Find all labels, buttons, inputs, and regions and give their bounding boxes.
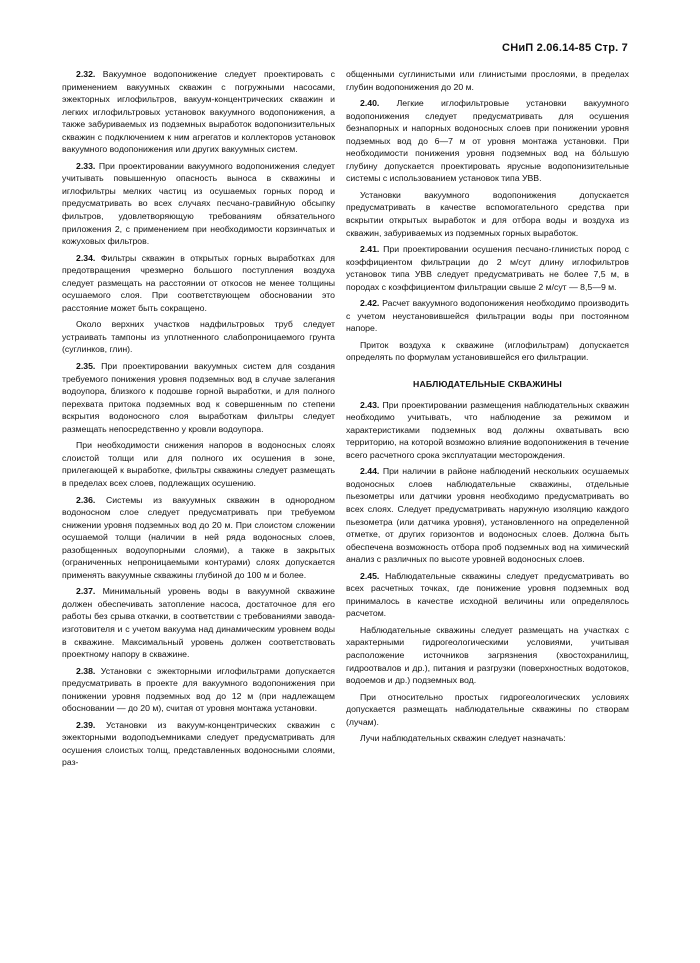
paragraph	[346, 297, 629, 335]
paragraph	[62, 160, 335, 248]
paragraph-text: Лучи наблюдательных скважин следует назначать:	[360, 733, 566, 744]
paragraph-text: Наблюдательные скважины следует размещать на участках с характерными гидрогеологическими условиями, учитывая расположение источников загрязнения (хвостохранилищ, гидроотвалов и др.), питания и разгрузки (поверхностных водотоков, водоемов и др.) подземных вод.	[346, 624, 629, 686]
paragraph	[346, 465, 629, 565]
paragraph-text: Минимальный уровень воды в вакуумной скважине должен обеспечивать затопление насоса, достаточное для его работы без срыва откачки, в соответствии с требованиями завода-изготовителя и с учетом вакуума над динамическим уровнем воды в скважине. Максимальный уровень должен соответствовать проектному напору в скважине.	[62, 586, 335, 660]
paragraph	[346, 624, 629, 687]
paragraph-text: При относительно простых гидрогеологических условиях допускается размещать наблюдательные скважины по створам (лучам).	[346, 691, 629, 727]
paragraph	[346, 399, 629, 462]
paragraph-text: При проектировании размещения наблюдательных скважин необходимо учитывать, что наблюдение за режимом и характеристиками подземных вод должны охватывать всю территорию, на которой возможно влияние водопонижения в течение всего расчетного срока эксплуатации месторождения.	[346, 399, 630, 460]
section-title: НАБЛЮДАТЕЛЬНЫЕ СКВАЖИНЫ	[412, 379, 563, 390]
paragraph	[62, 719, 335, 769]
paragraph-text: При проектировании осушения песчано-глинистых пород с коэффициентом фильтрации до 2 м/сут длину иглофильтров установок типа УВВ следует предусматривать не более 7,5 м, в породах с коэффициентом фильтрации свыше 2 м/сут — 8,5—9 м.	[346, 244, 629, 292]
paragraph-text: Вакуумное водопонижение следует проектировать с применением вакуумных скважин с погружными насосами, эжекторных иглофильтров, вакуум-концентрических скважин и легких иглофильтровых установок вакуумного водопонижения, а также забуриваемых из подземных выработок водопонизительных скважин с подключением к ним агрегатов и коллекторов установок вакуумного водопонижения или других вакуумных систем.	[62, 69, 335, 155]
paragraph-text: Легкие иглофильтровые установки вакуумного водопонижения следует предусматривать для осушения безнапорных и напорных водоносных слоев при понижении уровня подземных вод до 6—7 м от уровня монтажа установки. При необходимости понижения уровня подземных вод на бо́льшую глубину допускается проектировать ярусные водопонизительные системы с использованием установок типа УВВ.	[346, 98, 629, 184]
paragraph-text: Установки из вакуум-концентрических скважин с эжекторными водоподъемниками следует предусматривать для осушения слоистых толщ, представленных водоносными слоями, раз-	[62, 719, 335, 768]
paragraph	[346, 339, 629, 364]
paragraph	[62, 665, 335, 715]
paragraph-number: 2.42.	[360, 298, 380, 309]
paragraph-text: При проектировании вакуумных систем для создания требуемого понижения уровня подземных вод в случае залегания водоупора, близкого к подошве горной выработки, и для полного перехвата притока подземных вод к совершенным по степени вскрытия водоносного слоя выработкам фильтры следует размещать непосредственно у кровли водоупора.	[62, 361, 335, 434]
paragraph-text: Фильтры скважин в открытых горных выработках для предотвращения чрезмерно большого поступления воздуха следует размещать на расстоянии от откосов не менее толщины осушаемого слоя. При соответствующем обосновании это расстояние может быть сокращено.	[62, 252, 335, 313]
paragraph-text: Наблюдательные скважины следует предусматривать во всех расчетных точках, где понижение уровня подземных вод принималось в качестве исходной величины или определялось расчетом.	[346, 570, 629, 619]
paragraph-text: Установки вакуумного водопонижения допускается предусматривать в качестве вспомогательного средства при вскрытии открытых выработок и для отбора воды и воздуха из скважин, забуриваемых из подземных горных выработок.	[346, 189, 629, 238]
paragraph	[346, 732, 629, 745]
paragraph-number: 2.33.	[76, 160, 96, 171]
paragraph-number: 2.35.	[76, 361, 96, 372]
paragraph-text: Около верхних участков надфильтровых труб следует устраивать тампоны из уплотненного слабопроницаемого грунта (суглинков, глин).	[62, 319, 335, 355]
paragraph	[62, 494, 335, 582]
paragraph	[346, 189, 629, 239]
paragraph-text: Установки с эжекторными иглофильтрами допускается предусматривать в проекте для вакуумного водопонижения при понижении уровня подземных вод до 12 м (при надлежащем обосновании — до 20 м), считая от уровня монтажа установки.	[62, 665, 335, 714]
paragraph-number: 2.36.	[76, 494, 96, 505]
paragraph	[62, 318, 335, 356]
paragraph	[346, 68, 629, 93]
right-column	[346, 68, 629, 749]
paragraph-number: 2.45.	[360, 570, 380, 581]
paragraph-number: 2.37.	[76, 586, 96, 597]
paragraph-number: 2.32.	[76, 69, 96, 79]
paragraph-number: 2.34.	[76, 252, 96, 263]
paragraph	[346, 243, 629, 293]
paragraph-text: Расчет вакуумного водопонижения необходимо производить с учетом неустановившейся фильтрации воды при постоянном напоре.	[346, 298, 630, 334]
paragraph-number: 2.41.	[360, 244, 380, 255]
left-column	[62, 68, 335, 773]
paragraph	[62, 252, 335, 315]
paragraph-text: Приток воздуха к скважине (иглофильтрам) допускается определять по формулам установившейся его фильтрации.	[346, 339, 629, 363]
paragraph-number: 2.39.	[76, 719, 96, 730]
paragraph	[62, 68, 335, 156]
paragraph-number: 2.40.	[360, 98, 380, 109]
paragraph	[62, 360, 335, 435]
paragraph-text: При проектировании вакуумного водопонижения следует учитывать повышенную опасность выноса в скважины и иглофильтры мелких частиц из осушаемых горных пород и предусматривать во всех случаях песчано-гравийную обсыпку фильтров, удовлетворяющую требованиям обязательного приложения 2, с применением при необходимости корзинчатых и кожуховых фильтров.	[62, 160, 335, 247]
paragraph-number: 2.43.	[360, 399, 380, 410]
paragraph-text: При необходимости снижения напоров в водоносных слоях слоистой толщи или для полного их осушения в зоне, прилегающей к выработке, фильтры скважины следует размещать в пределах всех слоев, подлежащих осушению.	[62, 440, 335, 488]
paragraph-number: 2.38.	[76, 665, 96, 676]
paragraph-text: При наличии в районе наблюдений нескольких осушаемых водоносных слоев наблюдательные скважины, отдельные пьезометры или датчики уровня необходимо предусматривать во всех слоях. Следует предусматривать наружную изоляцию каждого пьезометра (или датчика уровня), установленного на определенной отметке, от других горизонтов и водоносных слоев. Должна быть обеспечена возможность отбора проб подземных вод на химический анализ с различных по высоте уровней водоносных слоев.	[346, 466, 629, 565]
paragraph	[346, 691, 629, 729]
paragraph-number: 2.44.	[360, 466, 380, 477]
paragraph	[62, 439, 335, 489]
running-title: СНиП 2.06.14-85 Стр. 7	[502, 42, 628, 54]
paragraph-text: Системы из вакуумных скважин в однородном водоносном слое следует предусматривать при требуемом снижении уровня подземных вод до 20 м. При слоистом сложении осушаемой толщи (наличии в ней ряда водоносных слоев, разобщенных водоупорными слоями), а также в закрытых (ограниченных непроницаемыми контурами) слоях допускается применять вакуумные скважины глубиной до 100 м и более.	[62, 494, 335, 580]
paragraph	[346, 570, 629, 620]
paragraph-text: общенными суглинистыми или глинистыми прослоями, в пределах глубин водопонижения до 20 м.	[346, 69, 629, 92]
paragraph	[62, 585, 335, 660]
paragraph	[346, 97, 629, 185]
